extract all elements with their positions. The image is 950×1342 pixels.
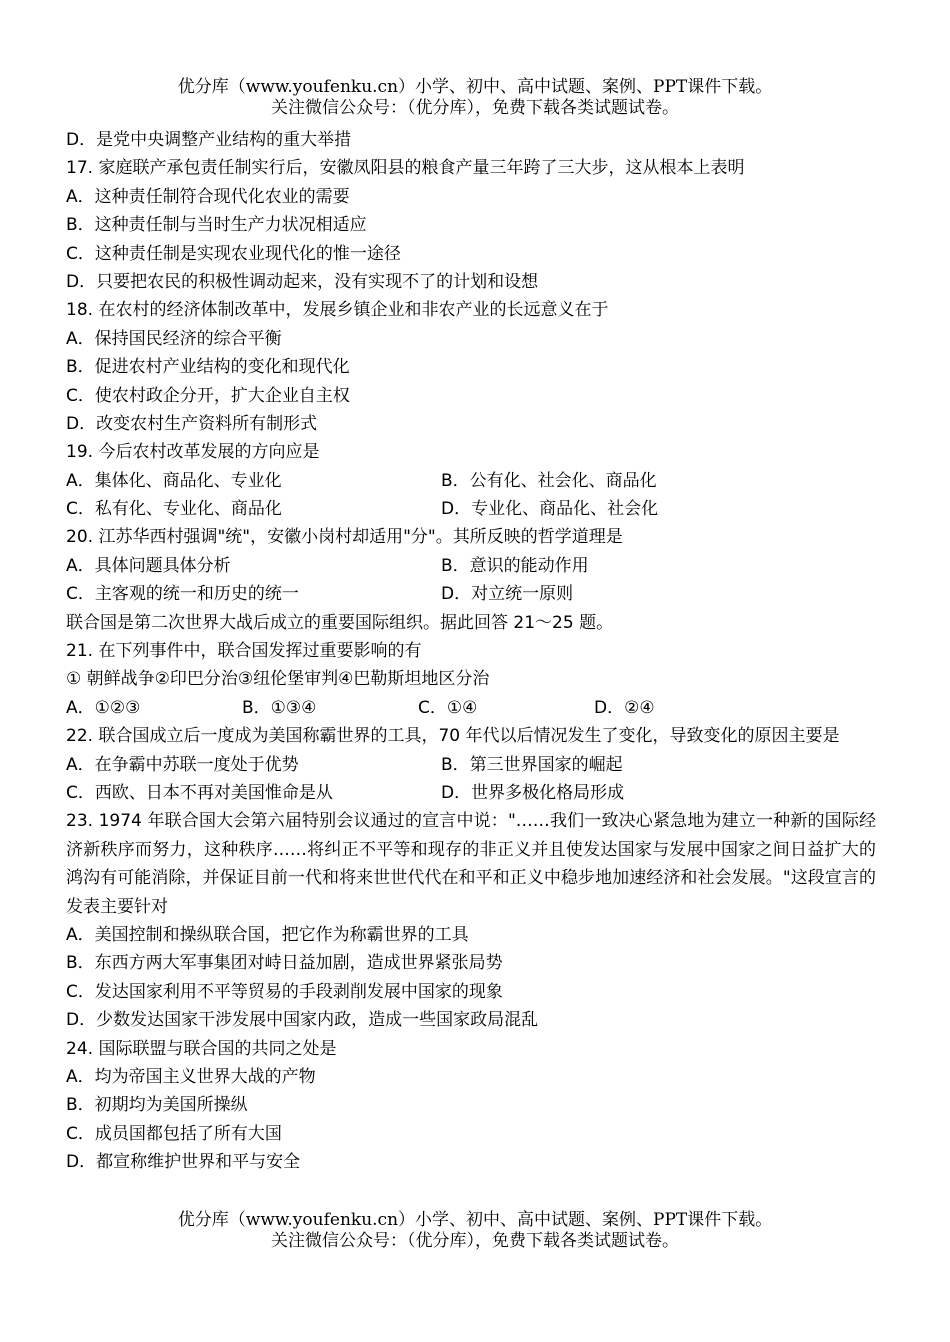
- question-content: [66, 126, 876, 1177]
- question-22-stem: 22. 联合国成立后一度成为美国称霸世界的工具，70 年代以后情况发生了变化，导致变化的原因主要是: [66, 726, 840, 747]
- question-22-option-a: A．在争霸中苏联一度处于优势: [66, 754, 299, 775]
- question-24: [66, 1035, 876, 1177]
- question-17-stem: 17. 家庭联产承包责任制实行后，安徽凤阳县的粮食产量三年跨了三大步，这从根本上表明: [66, 158, 745, 179]
- question-22: [66, 722, 876, 807]
- question-23-option-a: A．美国控制和操纵联合国，把它作为称霸世界的工具: [66, 925, 469, 946]
- question-19-option-d: D．专业化、商品化、社会化: [441, 499, 659, 520]
- question-22-options-row-1: [66, 751, 876, 779]
- question-18: [66, 296, 876, 438]
- page-header: [0, 77, 950, 119]
- question-22-option-d: D．世界多极化格局形成: [441, 783, 625, 803]
- question-24-option-d: D．都宣称维护世界和平与安全: [66, 1152, 301, 1173]
- question-17-option-d: D．只要把农民的积极性调动起来，没有实现不了的计划和设想: [66, 271, 539, 292]
- question-22-option-c: C．西欧、日本不再对美国惟命是从: [66, 783, 333, 803]
- question-23-option-d: D．少数发达国家干涉发展中国家内政，造成一些国家政局混乱: [66, 1010, 539, 1031]
- question-21: [66, 637, 876, 722]
- question-18-option-c: C．使农村政企分开，扩大企业自主权: [66, 385, 350, 406]
- header-line-1: 优分库（www.youfenku.cn）小学、初中、高中试题、案例、PPT课件下载。: [177, 77, 773, 97]
- question-17-option-a: A．这种责任制符合现代化农业的需要: [66, 186, 350, 207]
- question-23-option-c: C．发达国家利用不平等贸易的手段剥削发展中国家的现象: [66, 981, 503, 1002]
- header-line-2: 关注微信公众号：（优分库），免费下载各类试题试卷。: [271, 98, 679, 118]
- footer-line-2: 关注微信公众号：（优分库），免费下载各类试题试卷。: [271, 1231, 679, 1251]
- question-18-stem: 18. 在农村的经济体制改革中，发展乡镇企业和非农产业的长远意义在于: [66, 300, 609, 321]
- question-21-options-row: [66, 694, 876, 722]
- question-19-options-row-1: [66, 467, 876, 495]
- question-21-option-d: D．②④: [594, 697, 655, 718]
- question-21-option-a: A．①②③: [66, 697, 141, 718]
- question-19-option-c: C．私有化、专业化、商品化: [66, 499, 282, 520]
- question-23-option-b: B．东西方两大军事集团对峙日益加剧，造成世界紧张局势: [66, 953, 503, 974]
- footer-line-1: 优分库（www.youfenku.cn）小学、初中、高中试题、案例、PPT课件下载。: [177, 1210, 773, 1230]
- question-20-option-b: B．意识的能动作用: [441, 555, 589, 576]
- question-22-option-b: B．第三世界国家的崛起: [441, 754, 623, 775]
- question-21-items: ① 朝鲜战争②印巴分治③纽伦堡审判④巴勒斯坦地区分治: [66, 669, 490, 690]
- question-20-option-c: C．主客观的统一和历史的统一: [66, 584, 299, 605]
- section-intro: 联合国是第二次世界大战后成立的重要国际组织。据此回答 21～25 题。: [66, 612, 614, 633]
- question-18-option-a: A．保持国民经济的综合平衡: [66, 328, 282, 349]
- question-23-stem: 23. 1974 年联合国大会第六届特别会议通过的宣言中说："……我们一致决心紧急地为建立一种新的国际经济新秩序而努力，这种秩序……将纠正不平等和现存的非正义并且使发达国家与发展中国家之间日益扩大的鸿沟有可能消除，并保证目前一代和将来世世代代在和平和正义中稳步地加速经济和社会发展。"这段宣言的发表主要针对: [66, 811, 876, 917]
- question-17-option-b: B．这种责任制与当时生产力状况相适应: [66, 215, 367, 236]
- question-18-option-b: B．促进农村产业结构的变化和现代化: [66, 357, 350, 378]
- question-19-option-b: B．公有化、社会化、商品化: [441, 470, 657, 491]
- question-19: [66, 438, 876, 523]
- question-24-option-c: C．成员国都包括了所有大国: [66, 1123, 282, 1144]
- question-23: [66, 807, 876, 1034]
- question-20-stem: 20. 江苏华西村强调"统"，安徽小岗村却适用"分"。其所反映的哲学道理是: [66, 527, 623, 548]
- question-19-stem: 19. 今后农村改革发展的方向应是: [66, 442, 320, 463]
- question-19-option-a: A．集体化、商品化、专业化: [66, 470, 282, 491]
- question-24-stem: 24. 国际联盟与联合国的共同之处是: [66, 1038, 337, 1059]
- prev-option-d: D．是党中央调整产业结构的重大举措: [66, 130, 352, 150]
- question-24-option-b: B．初期均为美国所操纵: [66, 1095, 248, 1116]
- question-20: [66, 523, 876, 608]
- question-20-option-d: D．对立统一原则: [441, 584, 574, 605]
- question-17-option-c: C．这种责任制是实现农业现代化的惟一途径: [66, 243, 401, 264]
- question-21-option-c: C．①④: [418, 697, 478, 718]
- question-19-options-row-2: [66, 495, 876, 523]
- question-20-options-row-1: [66, 552, 876, 580]
- question-22-options-row-2: [66, 779, 876, 807]
- question-21-stem: 21. 在下列事件中，联合国发挥过重要影响的有: [66, 641, 422, 662]
- question-18-option-d: D．改变农村生产资料所有制形式: [66, 413, 318, 434]
- question-20-options-row-2: [66, 580, 876, 608]
- question-21-option-b: B．①③④: [242, 697, 317, 718]
- question-24-option-a: A．均为帝国主义世界大战的产物: [66, 1066, 316, 1087]
- page-footer: [0, 1210, 950, 1252]
- question-20-option-a: A．具体问题具体分析: [66, 555, 231, 576]
- question-17: [66, 154, 876, 296]
